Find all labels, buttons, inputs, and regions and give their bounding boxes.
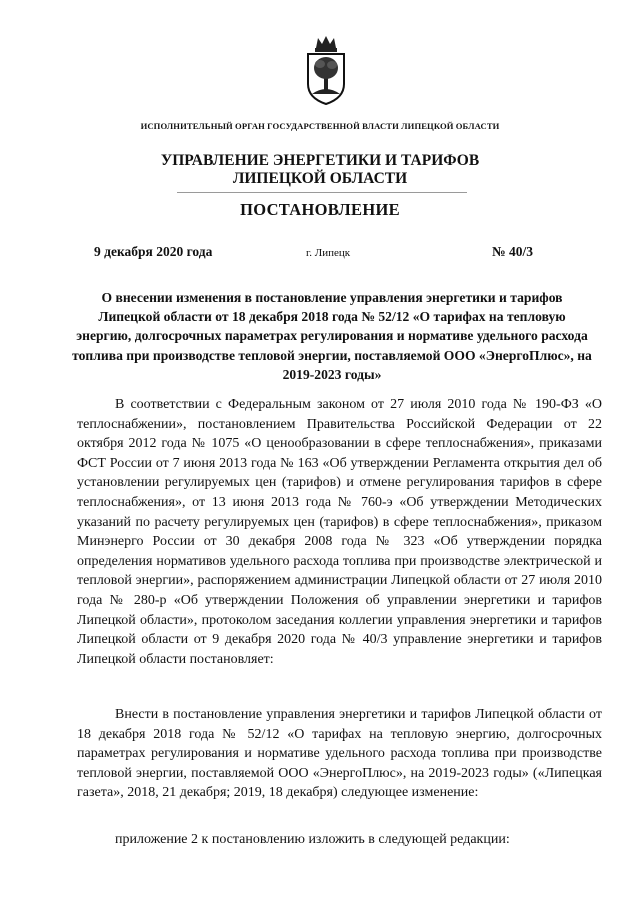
preamble-paragraph: В соответствии с Федеральным законом от 27 июля 2010 года № 190-ФЗ «О теплоснабжении», постановлением Правительства Российской Федерации от 22 октября 2012 года № 1075 «О ценообразовании в сфере теплоснабжения», приказами ФСТ России от 7 июня 2013 года № 163 «Об утверждении Регламента открытия дел об установлении регулируемых цен (тарифов) и отмене регулирования тарифов в сфере теплоснабжения», от 13 июня 2013 года № 760-э «Об утверждении Методических указаний по расчету регулируемых цен (тарифов) в сфере теплоснабжения», приказом Минэнерго России от 30 декабря 2008 года № 323 «Об утверждении порядка определения нормативов удельного расхода топлива при производстве электрической и тепловой энергии», распоряжением администрации Липецкой области от 27 июля 2010 года № 280-р «Об утверждении Положения об управлении энергетики и тарифов Липецкой области», протоколом заседания коллегии управления энергетики и тарифов Липецкой области от 9 декабря 2020 года № 40/3 управление энергетики и тарифов Липецкой области постановляет: (77, 397, 602, 667)
header-divider (177, 192, 467, 193)
document-number: № 40/3 (492, 244, 533, 259)
lipetsk-coat-of-arms-icon (300, 34, 352, 106)
department-name (0, 152, 640, 188)
document-city: г. Липецк (306, 247, 351, 259)
issuing-authority-line: ИСПОЛНИТЕЛЬНЫЙ ОРГАН ГОСУДАРСТВЕННОЙ ВЛАСТИ ЛИПЕЦКОЙ ОБЛАСТИ (140, 121, 500, 131)
document-date: 9 декабря 2020 года (94, 244, 213, 259)
amendment-paragraph: приложение 2 к постановлению изложить в следующей редакции: (115, 832, 510, 847)
department-name-line2: ЛИПЕЦКОЙ ОБЛАСТИ (232, 170, 408, 187)
document-type: ПОСТАНОВЛЕНИЕ (240, 200, 400, 219)
department-name-line1: УПРАВЛЕНИЕ ЭНЕРГЕТИКИ И ТАРИФОВ (160, 152, 480, 169)
resolution-paragraph: Внести в постановление управления энергетики и тарифов Липецкой области от 18 декабря 2018 года № 52/12 «О тарифах на тепловую энергию, долгосрочных параметрах регулирования и нормативе удельного расхода топлива при производстве тепловой энергии, поставляемой ООО «ЭнергоПлюс», на 2019-2023 годы» («Липецкая газета», 2018, 21 декабря; 2019, 18 декабря) следующее изменение: (77, 707, 602, 801)
document-title: О внесении изменения в постановление управления энергетики и тарифов Липецкой области от 18 декабря 2018 года № 52/12 «О тарифах на тепловую энергию, долгосрочных параметрах регулирования и нормативе удельного расхода топлива при производстве тепловой энергии, поставляемой ООО «ЭнергоПлюс», на 2019-2023 годы» (72, 290, 592, 382)
